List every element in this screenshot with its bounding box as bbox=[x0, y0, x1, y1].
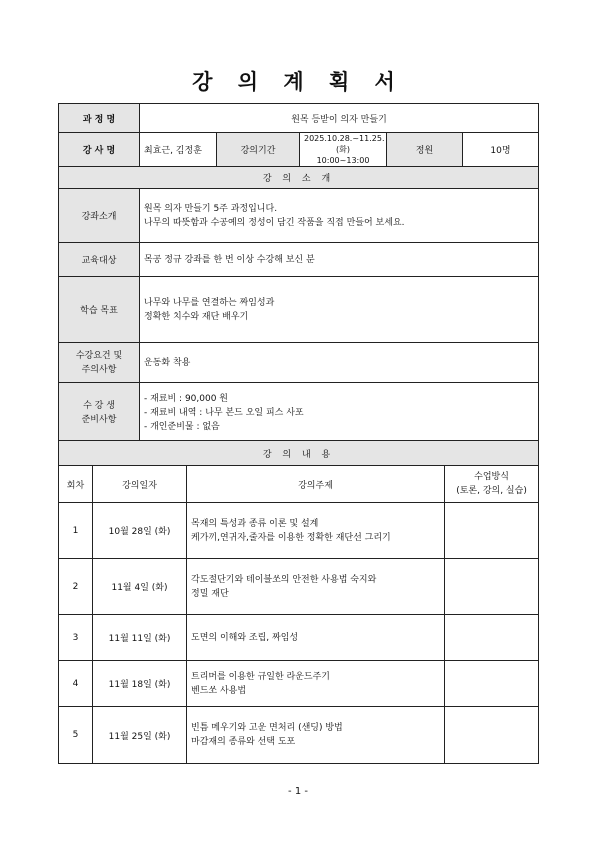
date-cell: 11월 18일 (화) bbox=[93, 661, 187, 707]
table-row bbox=[59, 661, 539, 707]
instructor-value: 최효근, 김정훈 bbox=[140, 133, 217, 167]
requirements-line: 운동화 착용 bbox=[144, 357, 191, 368]
target-label: 교육대상 bbox=[59, 243, 140, 277]
capacity-label: 정원 bbox=[387, 133, 463, 167]
method-cell bbox=[445, 503, 539, 559]
date-cell: 11월 25일 (화) bbox=[93, 707, 187, 764]
date-cell: 11월 4일 (화) bbox=[93, 559, 187, 615]
session-cell: 5 bbox=[59, 707, 93, 764]
preparation-value bbox=[140, 383, 539, 443]
method-header-line: (토론, 강의, 실습) bbox=[456, 486, 527, 496]
requirements-value bbox=[140, 343, 539, 383]
session-cell: 2 bbox=[59, 559, 93, 615]
method-cell bbox=[445, 559, 539, 615]
topic-cell bbox=[187, 615, 445, 661]
table-row bbox=[59, 559, 539, 615]
goal-value bbox=[140, 277, 539, 343]
course-value: 원목 등받이 의자 만들기 bbox=[140, 104, 539, 133]
page-title: 강 의 계 획 서 bbox=[192, 70, 404, 94]
preparation-line: - 재료비 내역 : 나무 본드 오일 피스 사포 bbox=[144, 407, 304, 418]
preparation-label-line: 수 강 생 bbox=[83, 400, 115, 411]
intro-line: 나무의 따뜻함과 수공예의 정성이 담긴 작품을 직접 만들어 보세요. bbox=[144, 217, 405, 228]
target-value bbox=[140, 243, 539, 277]
capacity-value: 10명 bbox=[463, 133, 539, 167]
period-dates: 2025.10.28.~11.25.(화) bbox=[304, 134, 385, 154]
requirements-label-line: 수강요건 및 bbox=[75, 350, 123, 361]
intro-section-title: 강 의 소 개 bbox=[59, 167, 539, 189]
target-line: 목공 정규 강좌를 한 번 이상 수강해 보신 분 bbox=[144, 254, 315, 265]
topic-cell bbox=[187, 707, 445, 764]
preparation-line: - 개인준비물 : 없음 bbox=[144, 421, 220, 432]
topic-cell bbox=[187, 661, 445, 707]
preparation-label bbox=[59, 383, 140, 443]
topic-line: 빈틈 메우기와 고운 면처리 (샌딩) 방법 bbox=[191, 723, 343, 733]
topic-line: 케가끼,연귀자,줄자를 이용한 정확한 재단선 그리기 bbox=[191, 532, 391, 543]
method-header-line: 수업방식 bbox=[474, 472, 509, 482]
method-header bbox=[445, 466, 539, 503]
content-table bbox=[58, 440, 539, 764]
date-cell: 10월 28일 (화) bbox=[93, 503, 187, 559]
session-cell: 3 bbox=[59, 615, 93, 661]
topic-line: 목재의 특성과 종류 이론 및 설계 bbox=[191, 518, 319, 529]
date-cell: 11월 11일 (화) bbox=[93, 615, 187, 661]
topic-line: 벤드쏘 사용법 bbox=[191, 685, 247, 696]
topic-cell bbox=[187, 503, 445, 559]
session-cell: 4 bbox=[59, 661, 93, 707]
preparation-label-line: 준비사항 bbox=[81, 414, 117, 425]
topic-header: 강의주제 bbox=[187, 466, 445, 503]
date-header: 강의일자 bbox=[93, 466, 187, 503]
course-label: 과 정 명 bbox=[59, 104, 140, 133]
table-row bbox=[59, 503, 539, 559]
page-number: - 1 - bbox=[288, 786, 308, 797]
method-cell bbox=[445, 615, 539, 661]
period-time: 10:00~13:00 bbox=[316, 156, 370, 165]
topic-line: 도면의 이해와 조립, 짜임성 bbox=[191, 632, 299, 643]
session-cell: 1 bbox=[59, 503, 93, 559]
table-row bbox=[59, 615, 539, 661]
goal-label: 학습 목표 bbox=[59, 277, 140, 343]
period-value bbox=[300, 133, 387, 167]
topic-cell bbox=[187, 559, 445, 615]
requirements-label-line: 주의사항 bbox=[81, 364, 117, 375]
table-row bbox=[59, 707, 539, 764]
content-section-title: 강 의 내 용 bbox=[59, 441, 539, 466]
method-cell bbox=[445, 707, 539, 764]
session-header: 회차 bbox=[59, 466, 93, 503]
period-label: 강의기간 bbox=[217, 133, 300, 167]
topic-line: 각도절단기와 테이블쏘의 안전한 사용법 숙지와 bbox=[191, 574, 377, 585]
topic-line: 마감재의 종류와 선택 도포 bbox=[191, 737, 296, 747]
preparation-line: - 재료비 : 90,000 원 bbox=[144, 393, 228, 404]
requirements-label bbox=[59, 343, 140, 383]
info-table bbox=[58, 103, 539, 443]
goal-line: 나무와 나무를 연결하는 짜임성과 bbox=[144, 297, 275, 308]
method-cell bbox=[445, 661, 539, 707]
instructor-label: 강 사 명 bbox=[59, 133, 140, 167]
goal-line: 정확한 치수와 재단 배우기 bbox=[144, 311, 249, 322]
intro-line: 원목 의자 만들기 5주 과정입니다. bbox=[144, 203, 278, 214]
intro-label: 강좌소개 bbox=[59, 189, 140, 243]
topic-line: 정밀 재단 bbox=[191, 588, 229, 599]
topic-line: 트리머를 이용한 규일한 라운드주기 bbox=[191, 671, 330, 682]
intro-value bbox=[140, 189, 539, 243]
